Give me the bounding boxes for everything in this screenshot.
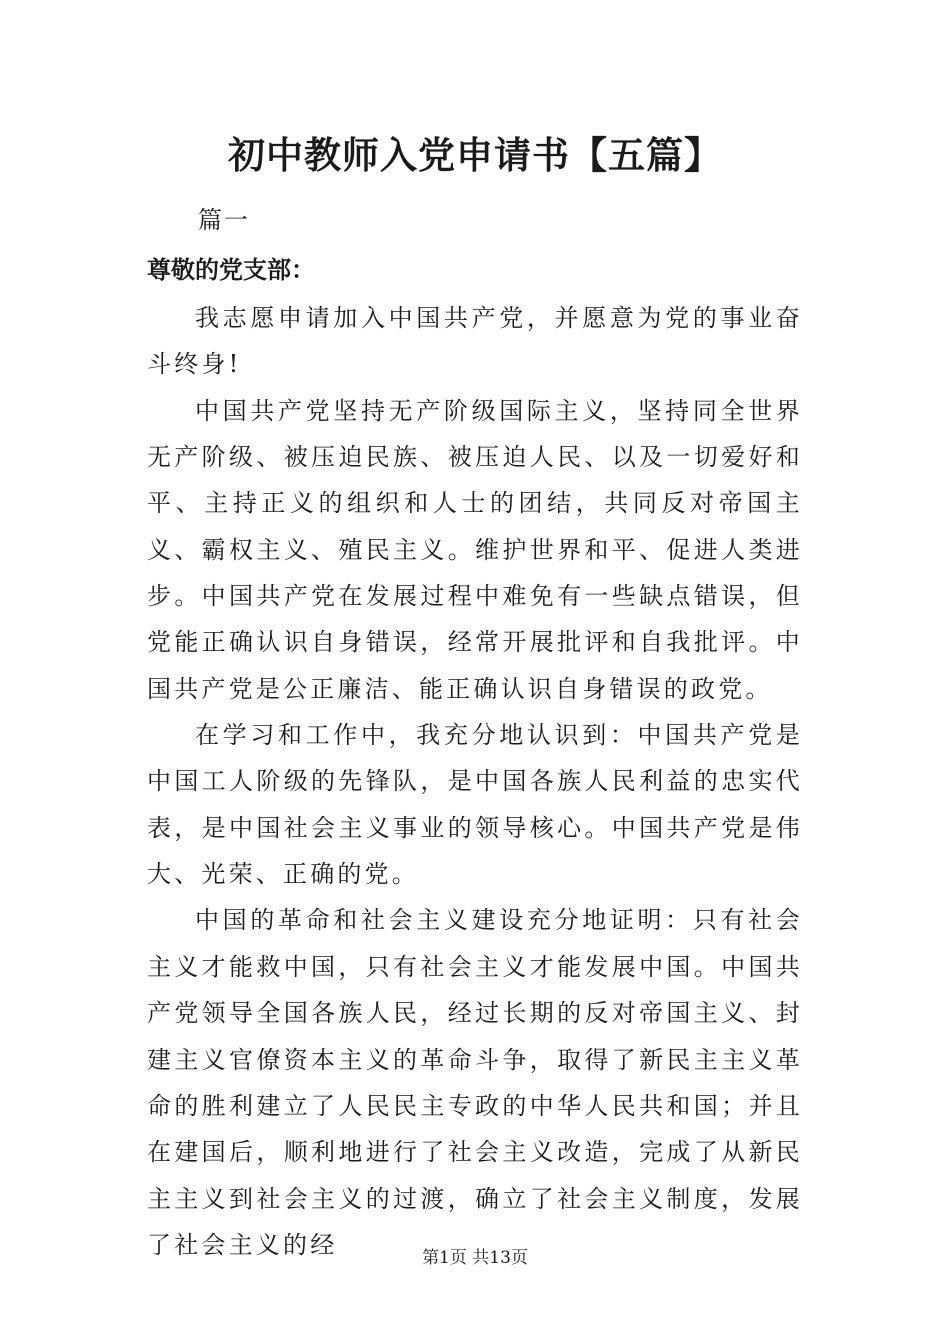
- page-title: 初中教师入党申请书【五篇】: [228, 133, 722, 177]
- letter-body: [147, 295, 803, 1268]
- paragraph: 中国的革命和社会主义建设充分地证明：只有社会主义才能救中国，只有社会主义才能发展中国。中国共产党领导全国各族人民，经过长期的反对帝国主义、封建主义官僚资本主义的革命斗争，取得了新民主主义革命的胜利建立了人民民主专政的中华人民共和国；并且在建国后，顺利地进行了社会主义改造，完成了从新民主主义到社会主义的过渡，确立了社会主义制度，发展了社会主义的经: [147, 906, 803, 1259]
- paragraph: 我志愿申请加入中国共产党，并愿意为党的事业奋斗终身!: [147, 304, 803, 379]
- section-label: 篇一: [198, 206, 250, 234]
- salutation: 尊敬的党支部：: [147, 255, 315, 284]
- page-footer: 第1页 共13页: [422, 1248, 528, 1268]
- paragraph: 中国共产党坚持无产阶级国际主义，坚持同全世界无产阶级、被压迫民族、被压迫人民、以及一切爱好和平、主持正义的组织和人士的团结，共同反对帝国主义、霸权主义、殖民主义。维护世界和平、促进人类进步。中国共产党在发展过程中难免有一些缺点错误，但党能正确认识自身错误，经常开展批评和自我批评。中国共产党是公正廉洁、能正确认识自身错误的政党。: [147, 396, 803, 703]
- paragraph: 在学习和工作中，我充分地认识到：中国共产党是中国工人阶级的先锋队，是中国各族人民利益的忠实代表，是中国社会主义事业的领导核心。中国共产党是伟大、光荣、正确的党。: [147, 721, 803, 889]
